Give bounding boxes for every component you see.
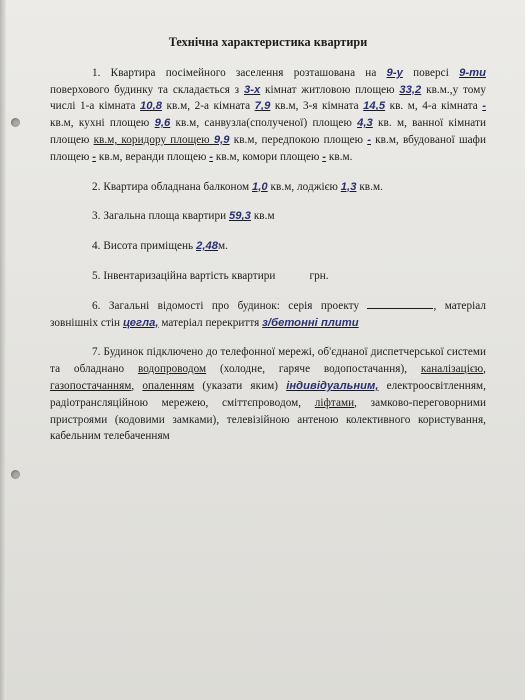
room4-value: - [482,100,487,113]
document-body [50,34,486,458]
text: кв. м, 4-а кімната [385,100,483,113]
ceiling-value: з/бетонні плити [262,316,359,329]
veranda-value: - [209,150,214,163]
hallway-value: - [367,133,371,146]
water-label: водопроводом [137,363,207,376]
living-area-value: 33,2 [399,83,422,96]
height-value: 2,48 [196,240,219,253]
text: кв.м.,у тому числі 1-а кімната [50,83,486,113]
text: поверсі [402,66,460,79]
heating-label: опаленням [142,379,195,392]
text: кв.м, санвузла(сполученої) площею [170,117,358,130]
text: , [131,379,143,392]
text: , матеріал зовнішніх стін [50,299,486,329]
storage-value: - [322,150,327,163]
sewer-label: каналізацією [420,363,484,376]
rooms-value: 3-х [243,83,261,96]
floor-value: 9-у [386,66,403,79]
total-area-value: 59,3 [228,210,251,223]
lifts-label: ліфтами [314,396,355,409]
binder-hole [11,118,20,127]
document-title: Технічна характеристика квартири [168,35,368,49]
text: матеріал перекриття [158,316,263,329]
text: (указати яким) [194,379,287,392]
text: 6. Загальні відомості про будинок: серія проекту [92,299,368,312]
text: , замково-переговорними пристроями (кодовими замками), телевізійною антеною колективного користування, кабельним телебаченням [50,396,486,443]
gas-label: газопостачанням [50,379,132,392]
text: кв.м. [356,180,383,193]
text: кв.м, передпокою площею [229,133,368,146]
text: кв.м, веранди площею [96,150,210,163]
corridor-value: 9,9 [213,133,230,146]
closet-value: - [92,150,97,163]
kitchen-value: 9,6 [154,117,171,130]
page-edge-shadow [0,0,6,700]
paragraph-6 [50,298,486,332]
room2-value: 7,9 [254,100,271,113]
text: 5. Інвентаризаційна вартість квартири [92,269,276,282]
text: 1. Квартира посімейного заселення розташована на [92,66,387,79]
text: 7. Будинок підключено до телефонної мережі, об'єднаної диспетчерської системи та обладнано [50,346,486,376]
text: 3. Загальна площа квартири [92,210,229,223]
text: кв.м [250,210,275,223]
text: кв.м, коридору площею [93,133,214,146]
text: (холодне, гаряче водопостачання), [206,363,421,376]
room3-value: 14,5 [363,100,386,113]
paragraph-5 [50,268,486,285]
paragraph-2 [50,179,486,196]
text: 4. Висота приміщень [92,240,197,253]
text: кв.м, лоджією [267,180,341,193]
balcony-value: 1,0 [251,180,268,193]
text: кв.м, комори площею [213,150,323,163]
text: кв.м, 2-а кімната [162,100,255,113]
text: кв.м, 3-я кімната [270,100,364,113]
binder-hole [11,470,20,479]
text: м. [218,240,229,253]
text: кв. м, ванної кімнати площею [50,117,486,146]
bathroom-value: 4,3 [357,117,373,130]
loggia-value: 1,3 [340,180,357,193]
text: кв.м, вбудованої шафи площею [50,133,487,163]
floors-total-value: 9-ти [459,66,486,79]
heating-type-value: індивідуальним, [286,379,379,392]
text: поверхового будинку та складається з [50,83,244,96]
walls-value: цегла, [122,316,159,329]
text: грн. [309,269,329,282]
text: кв.м. [326,150,353,163]
paragraph-7 [50,344,486,445]
room1-value: 10,8 [140,100,163,113]
series-blank [367,298,433,309]
text: електроосвітленням, радіотрансляційною мережею, сміттєпроводом, [50,379,486,409]
text: , [483,363,486,376]
text: кімнат житловою площею [260,83,400,96]
paragraph-4 [50,238,486,255]
paragraph-1 [50,65,486,166]
paragraph-3 [50,208,486,225]
text: кв.м, кухні площею [50,117,155,130]
text: 2. Квартира обладнана балконом [92,180,252,193]
